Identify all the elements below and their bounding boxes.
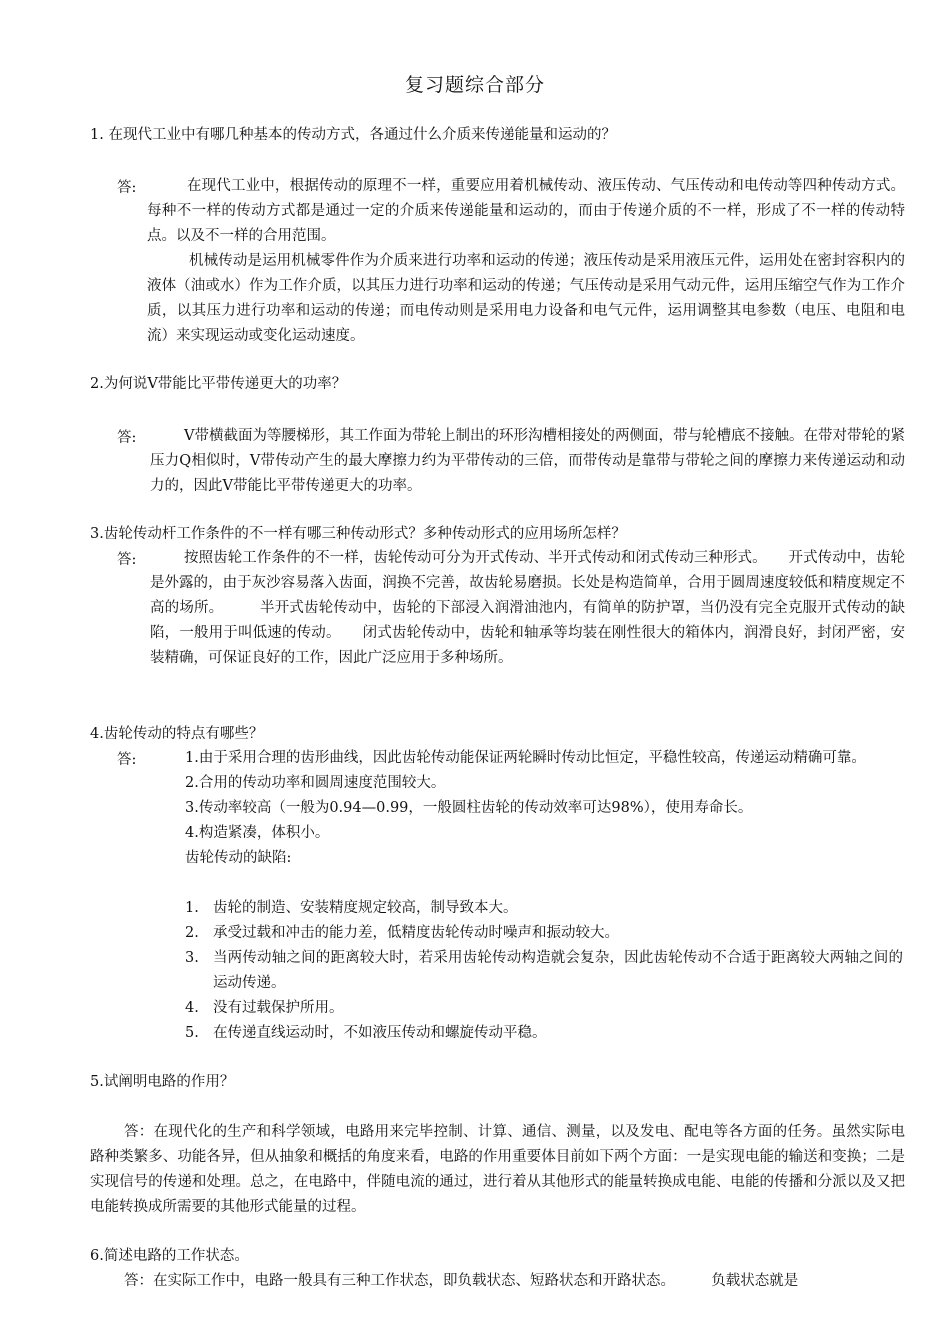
question-6: 6.简述电路的工作状态。 <box>90 1248 249 1264</box>
answer-1-label: 答: <box>117 180 137 196</box>
disadvantage-item <box>185 996 905 1021</box>
disadvantage-number: 3. <box>185 950 199 966</box>
question-2: 2.为何说V带能比平带传递更大的功率？ <box>90 376 347 392</box>
advantage-item: 4.构造紧凑，体积小。 <box>185 825 330 841</box>
answer-3-label: 答: <box>117 552 137 568</box>
disadvantages-title: 齿轮传动的缺陷: <box>185 850 292 866</box>
answer-5-paragraph: 答：在现代化的生产和科学领域，电路用来完毕控制、计算、通信、测量，以及发电、配电等各方面的任务。虽然实际电路种类繁多、功能各异，但从抽象和概括的角度来看，电路的作用重要体目前如下两个方面：一是实现电能的输送和变换；二是实现信号的传递和处理。总之，在电路中，伴随电流的通过，进行着从其他形式的能量转换成电能、电能的传播和分派以及又把电能转换成所需要的其他形式能量的过程。 <box>90 1124 905 1215</box>
answer-2-paragraph: V带横截面为等腰梯形，其工作面为带轮上制出的环形沟槽相接处的两侧面，带与轮槽底不接触。在带对带轮的紧压力Q相似时，V带传动产生的最大摩擦力约为平带传动的三倍，而带传动是靠带与带轮之间的摩擦力来传递运动和动力的，因此V带能比平带传递更大的功率。 <box>150 428 905 494</box>
page-title: 复习题综合部分 <box>404 74 545 96</box>
answer-4-label: 答: <box>117 752 137 768</box>
answer-3-paragraph: 按照齿轮工作条件的不一样，齿轮传动可分为开式传动、半开式传动和闭式传动三种形式。 开式传动中，齿轮是外露的，由于灰沙容易落入齿面，润换不完善，故齿轮易磨损。长处是构造简单，合用于圆周速度较低和精度规定不高的场所。 半开式齿轮传动中，齿轮的下部浸入润滑油池内，有简单的防护罩，当仍没有完全克服开式传动的缺陷，一般用于叫低速的传动。 闭式齿轮传动中，齿轮和轴承等均装在刚性很大的箱体内，润滑良好，封闭严密，安装精确，可保证良好的工作，因此广泛应用于多种场所。 <box>150 550 905 666</box>
question-5: 5.试阐明电路的作用？ <box>90 1074 235 1090</box>
question-3: 3.齿轮传动杆工作条件的不一样有哪三种传动形式？多种传动形式的应用场所怎样？ <box>90 526 626 542</box>
answer-2 <box>150 424 905 499</box>
disadvantage-text: 齿轮的制造、安装精度规定较高，制导致本大。 <box>213 900 518 916</box>
answer-6-paragraph: 答：在实际工作中，电路一般具有三种工作状态，即负载状态、短路状态和开路状态。 负载状态就是 <box>124 1273 799 1289</box>
disadvantage-item <box>185 921 905 946</box>
disadvantage-text: 承受过载和冲击的能力差，低精度齿轮传动时噪声和振动较大。 <box>213 925 619 941</box>
disadvantage-text: 没有过载保护所用。 <box>213 1000 344 1016</box>
answer-6 <box>90 1269 905 1294</box>
disadvantage-text: 当两传动轴之间的距离较大时，若采用齿轮传动构造就会复杂，因此齿轮传动不合适于距离较大两轴之间的运动传递。 <box>213 950 903 991</box>
answer-2-label: 答: <box>117 430 137 446</box>
advantage-item: 1.由于采用合理的齿形曲线，因此齿轮传动能保证两轮瞬时传动比恒定，平稳性较高，传递运动精确可靠。 <box>185 750 866 766</box>
disadvantage-item <box>185 896 905 921</box>
disadvantage-number: 1. <box>185 900 199 916</box>
question-1: 1. 在现代工业中有哪几种基本的传动方式，各通过什么介质来传递能量和运动的？ <box>90 127 616 143</box>
disadvantage-number: 4. <box>185 1000 199 1016</box>
answer-5 <box>90 1120 905 1220</box>
disadvantage-item <box>185 1021 905 1046</box>
advantage-item: 3.传动率较高（一般为0.94—0.99，一般圆柱齿轮的传动效率可达98%），使用寿命长。 <box>185 800 753 816</box>
answer-1 <box>147 174 905 349</box>
answer-3 <box>150 546 905 671</box>
disadvantage-number: 5. <box>185 1025 199 1041</box>
question-4: 4.齿轮传动的特点有哪些？ <box>90 726 264 742</box>
answer-1-paragraph-2: 机械传动是运用机械零件作为介质来进行功率和运动的传递；液压传动是采用液压元件，运用处在密封容积内的液体（油或水）作为工作介质，以其压力进行功率和运动的传递；气压传动是采用气动元件，运用压缩空气作为工作介质，以其压力进行功率和运动的传递；而电传动则是采用电力设备和电气元件，运用调整其电参数（电压、电阻和电流）来实现运动或变化运动速度。 <box>147 253 905 344</box>
advantage-item: 2.合用的传动功率和圆周速度范围较大。 <box>185 775 446 791</box>
disadvantage-item <box>185 946 905 991</box>
answer-1-paragraph-1: 在现代工业中，根据传动的原理不一样，重要应用着机械传动、液压传动、气压传动和电传动等四种传动方式。每种不一样的传动方式都是通过一定的介质来传递能量和运动的，而由于传递介质的不一样，形成了不一样的传动特点。以及不一样的合用范围。 <box>147 178 905 244</box>
disadvantage-text: 在传递直线运动时，不如液压传动和螺旋传动平稳。 <box>213 1025 547 1041</box>
disadvantage-number: 2. <box>185 925 199 941</box>
advantages-list <box>185 746 905 871</box>
